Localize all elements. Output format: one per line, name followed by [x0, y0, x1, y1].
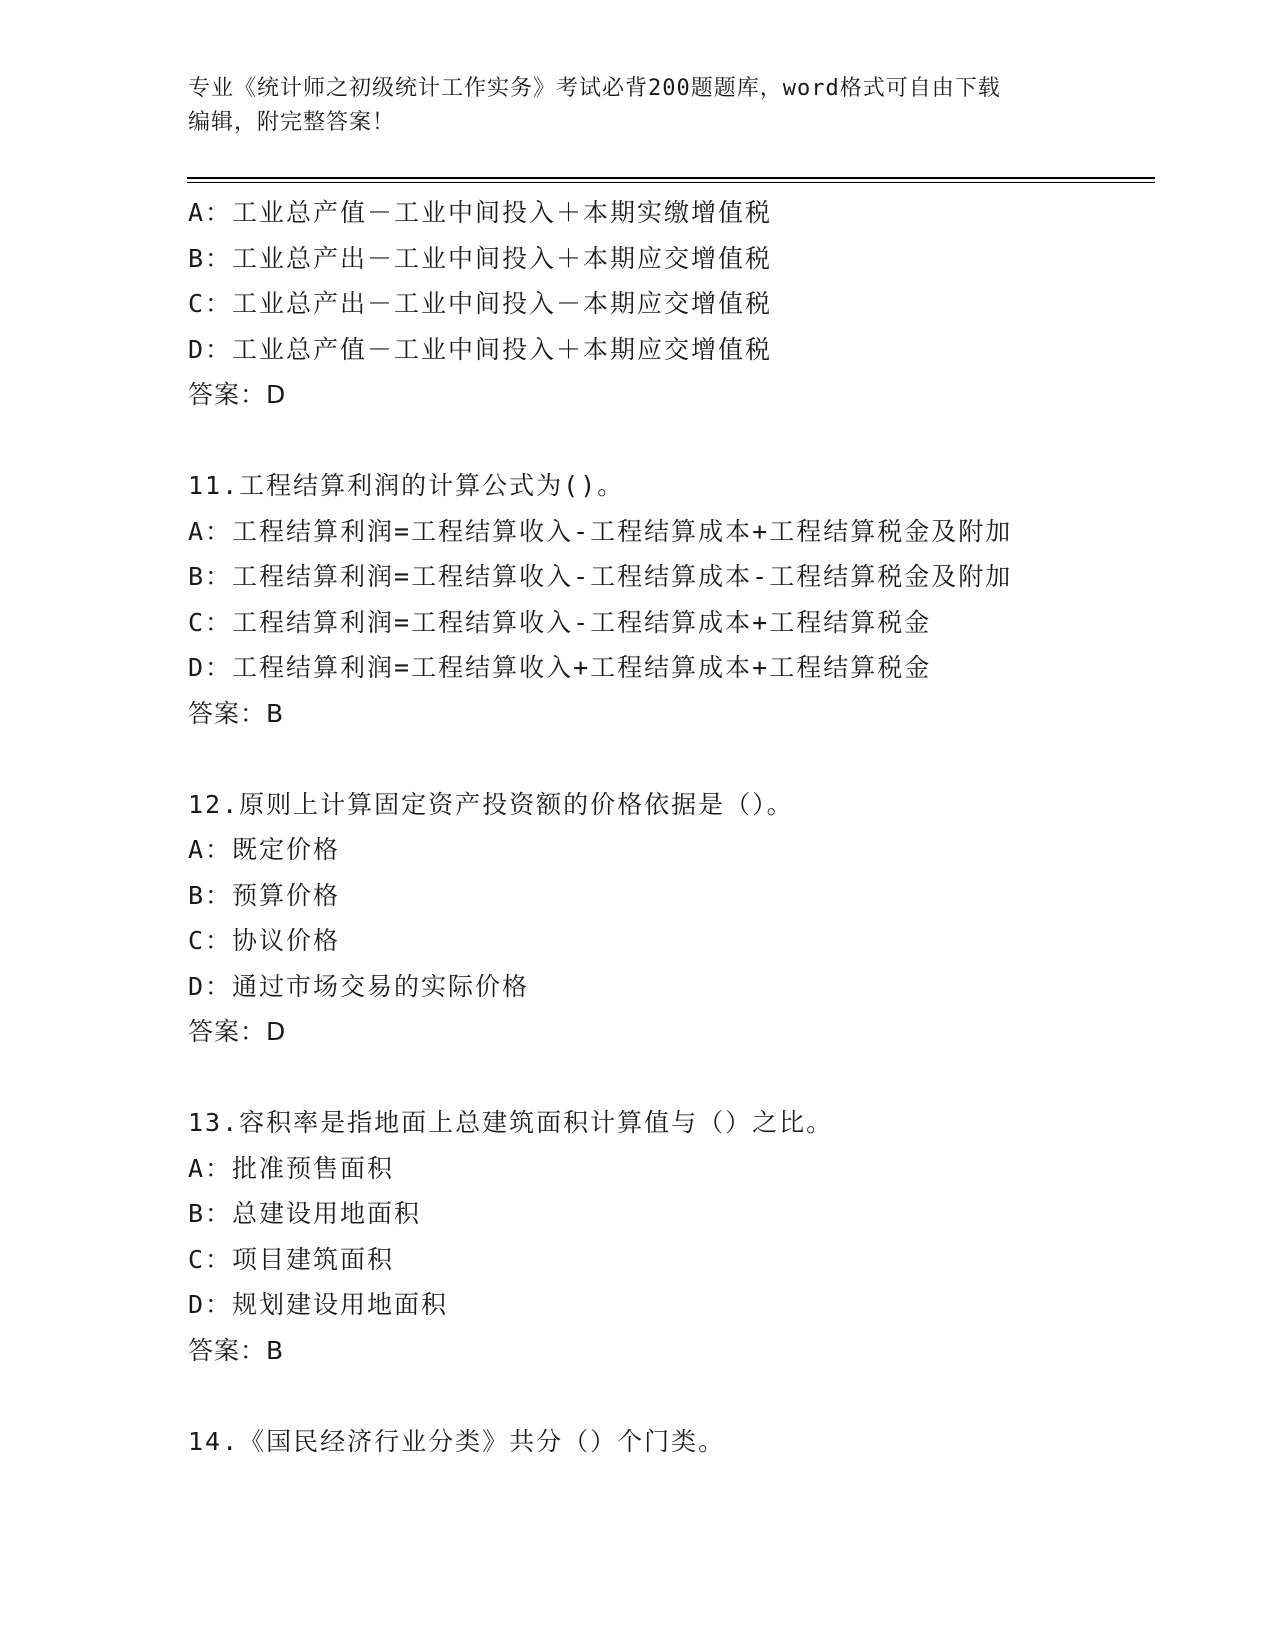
- answer: 答案：B: [188, 698, 285, 728]
- header-rule-thin: [187, 182, 1155, 183]
- question-text: 12.原则上计算固定资产投资额的价格依据是（）。: [188, 789, 794, 819]
- spacer: [188, 1055, 1148, 1101]
- option-c: C：项目建筑面积: [188, 1244, 395, 1274]
- spacer: [188, 736, 1148, 782]
- option-d: D：工程结算利润=工程结算收入+工程结算成本+工程结算税金: [188, 653, 932, 682]
- answer: 答案：B: [188, 1335, 285, 1365]
- option-a: A：工程结算利润=工程结算收入-工程结算成本+工程结算税金及附加: [188, 516, 1013, 546]
- option-b: B：工业总产出－工业中间投入＋本期应交增值税: [188, 243, 773, 273]
- question-list: [188, 190, 1148, 1464]
- option-d: D：工业总产值－工业中间投入＋本期应交增值税: [188, 334, 773, 364]
- option-c: C：协议价格: [188, 926, 341, 955]
- option-d: D：规划建设用地面积: [188, 1290, 449, 1319]
- option-c: C：工业总产出－工业中间投入－本期应交增值税: [188, 289, 773, 318]
- answer: 答案：D: [188, 380, 287, 409]
- option-b: B：工程结算利润=工程结算收入-工程结算成本-工程结算税金及附加: [188, 562, 1013, 591]
- header-line-2: 编辑，附完整答案！: [188, 110, 396, 135]
- question-text: 11.工程结算利润的计算公式为()。: [188, 471, 625, 500]
- spacer: [188, 1373, 1148, 1419]
- header-rule-thick: [187, 177, 1155, 179]
- question-block-13: [188, 1100, 1148, 1373]
- header-line-1: 专业《统计师之初级统计工作实务》考试必背200题题库，word格式可自由下载: [188, 76, 1001, 101]
- question-block-12: [188, 782, 1148, 1055]
- spacer: [188, 418, 1148, 464]
- option-a: A：既定价格: [188, 835, 341, 864]
- option-d: D：通过市场交易的实际价格: [188, 971, 530, 1001]
- option-b: B：预算价格: [188, 880, 341, 910]
- document-header: [188, 72, 1088, 140]
- question-text: 14.《国民经济行业分类》共分（）个门类。: [188, 1426, 726, 1456]
- question-block-14: [188, 1419, 1148, 1465]
- answer: 答案：D: [188, 1017, 287, 1046]
- question-block-10: [188, 190, 1148, 418]
- option-a: A：批准预售面积: [188, 1153, 395, 1183]
- option-b: B：总建设用地面积: [188, 1199, 422, 1228]
- question-block-11: [188, 463, 1148, 736]
- question-text: 13.容积率是指地面上总建筑面积计算值与（）之比。: [188, 1108, 834, 1137]
- option-c: C：工程结算利润=工程结算收入-工程结算成本+工程结算税金: [188, 607, 932, 637]
- option-a: A：工业总产值－工业中间投入＋本期实缴增值税: [188, 198, 773, 227]
